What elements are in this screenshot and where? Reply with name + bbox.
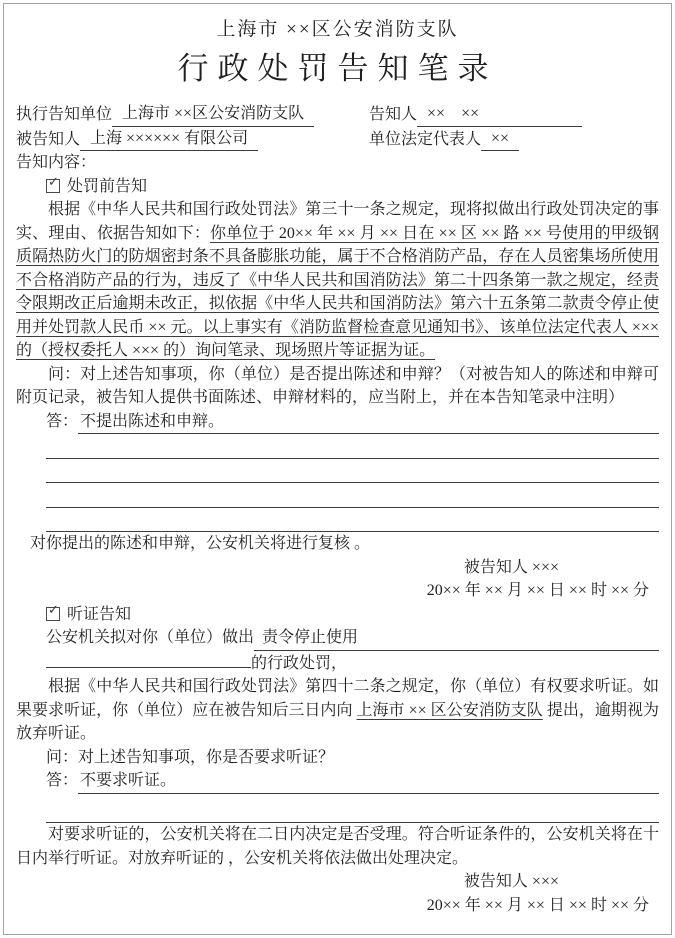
pre-penalty-answer-value: 不提出陈述和申辩。 [78,410,659,435]
hearing-statement-post: 提出，逾期视为放弃听证。 [16,701,659,742]
statement-filled-text: 你单位于 20×× 年 ×× 月 ×× 日在 ×× 区 ×× 路 ×× 号使用的甲级钢质隔热防火门的防烟密封条不具备膨胀功能，属于不合格消防产品，存在人员密集场所使用不合格消防产品的行为，违反了《中华人民共和国消防法》第二十四条第一款之规定，经责令限期改正后逾期未改正，拟依据《中华人民共和国消防法》第六十五条第二款责令停止使用并处罚款人民币 ×× 元。以上事实有《消防监督检查意见通知书》、该单位法定代表人 ××× 的（授权委托人 ××× 的）询问笔录、现场照片等证据为证。 [16,224,659,359]
notifier-value: ×× ×× [417,102,582,127]
field-executing-unit [16,102,369,127]
hearing-sign-date: 20×× 年 ×× 月 ×× 日 ×× 时 ×× 分 [426,896,649,914]
field-row-1 [16,102,659,127]
blank-writing-line [46,459,659,484]
answer-label: 答： [46,412,79,430]
blank-underline [46,651,251,668]
executing-unit-label: 执行告知单位 [16,106,113,123]
answer-label: 答： [46,772,79,789]
check-mark-icon [48,604,59,617]
hearing-closing-note: 对要求听证的，公安机关将在二日内决定是否受理。符合听证条件的，公安机关将在十日内举行听证。对放弃听证的 ，公安机关将依法做出处理决定。 [16,826,659,867]
hearing-signer: 被告知人 ××× [463,873,559,890]
field-row-2 [16,127,659,152]
decision-suffix: 的行政处罚， [251,654,348,672]
check-mark-icon [48,176,59,189]
pre-penalty-question: 问：对上述告知事项，你（单位）是否提出陈述和申辩？（对被告知人的陈述和申辩可附页记录，被告知人提供书面陈述、申辩材料的，应当附上，并在本告知笔录中注明） [16,365,659,406]
hearing-section-label: 听证告知 [67,605,132,623]
legal-representative-value: ×× [481,127,519,152]
pre-penalty-signer: 被告知人 ××× [463,558,559,576]
review-note: 对你提出的陈述和申辩，公安机关将进行复核 。 [30,535,371,552]
legal-representative-label: 单位法定代表人 [369,130,482,148]
executing-unit-value: 上海市 ××区公安消防支队 [112,102,314,127]
hearing-answer-value: 不要求听证。 [78,769,659,794]
decision-prefix: 公安机关拟对你（单位）做出 [46,629,255,646]
pre-penalty-section-header [16,175,659,199]
pre-penalty-statement [16,198,659,363]
notifier-label: 告知人 [369,106,418,123]
decision-filled-value: 责令停止使用 [254,626,659,651]
pre-penalty-sign-date: 20×× 年 ×× 月 ×× 日 ×× 时 ×× 分 [426,582,649,599]
statement-intro: 根据《中华人民共和国行政处罚法》第三十一条之规定，现将拟做出行政处罚决定的事实、理由、依据告知如下： [16,201,659,242]
pre-penalty-section-label: 处罚前告知 [67,177,148,195]
hearing-authority-filled: 上海市 ×× 区公安消防支队 [356,701,543,719]
notified-person-value: 上海 ×××××× 有限公司 [80,127,258,152]
content-section-label: 告知内容： [16,154,97,171]
field-notifier [369,102,582,127]
document-title: 行政处罚告知笔录 [177,51,498,86]
hearing-question: 问：对上述告知事项，你是否要求听证？ [46,748,335,766]
field-legal-representative [369,127,519,152]
blank-writing-line [46,799,659,824]
hearing-statement [16,675,659,746]
hearing-statement-pre: 根据《中华人民共和国行政处罚法》第四十二条之规定，你（单位）有权要求听证。如果要求听证，你（单位）应在被告知后三日内向 [16,678,659,719]
hearing-answer-row [16,769,659,794]
pre-penalty-answer-row [16,410,659,435]
hearing-decision-line [16,626,659,651]
org-title: 上海市 ××区公安消防支队 [216,19,459,40]
hearing-section-header [16,603,659,627]
blank-writing-line [46,508,659,533]
field-notified-person [16,127,369,152]
blank-writing-line [46,434,659,459]
checked-checkbox-icon[interactable] [46,607,60,621]
notified-person-label: 被告知人 [16,130,81,148]
hearing-decision-line-2 [16,651,659,676]
checked-checkbox-icon[interactable] [46,179,60,193]
blank-writing-line [46,483,659,508]
